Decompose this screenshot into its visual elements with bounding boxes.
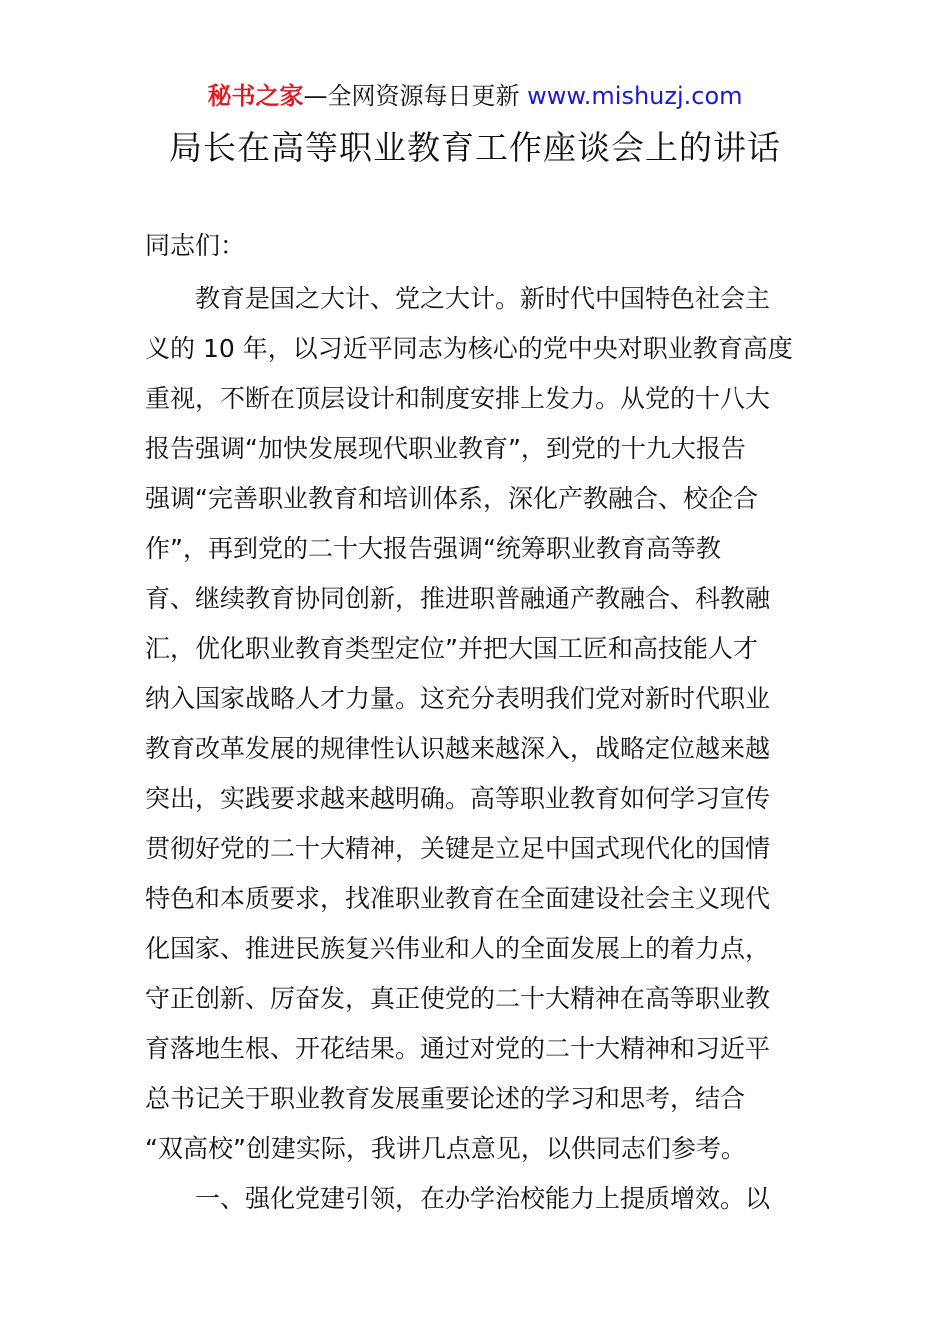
body-line: 强调“完善职业教育和培训体系，深化产教融合、校企合: [145, 484, 758, 513]
body-line: 突出，实践要求越来越明确。高等职业教育如何学习宣传: [145, 784, 771, 813]
body-line: 守正创新、厉奋发，真正使党的二十大精神在高等职业教: [145, 984, 771, 1013]
site-brand: 秘书之家: [207, 82, 304, 110]
site-header: [0, 80, 950, 112]
body-line: 化国家、推进民族复兴伟业和人的全面发展上的着力点，: [145, 934, 771, 963]
body-line: 教育改革发展的规律性认识越来越深入，战略定位越来越: [145, 734, 771, 763]
salutation: 同志们：: [145, 231, 246, 260]
body-line: 义的 10 年，以习近平同志为核心的党中央对职业教育高度: [145, 334, 793, 363]
body-line: 特色和本质要求，找准职业教育在全面建设社会主义现代: [145, 884, 771, 913]
body-line: 育落地生根、开花结果。通过对党的二十大精神和习近平: [145, 1034, 771, 1063]
body-line: 育、继续教育协同创新，推进职普融通产教融合、科教融: [145, 584, 771, 613]
body-line: 总书记关于职业教育发展重要论述的学习和思考，结合: [145, 1084, 746, 1113]
document-title: 局长在高等职业教育工作座谈会上的讲话: [169, 128, 781, 167]
section-heading-line: 一、强化党建引领，在办学治校能力上提质增效。以: [195, 1184, 771, 1213]
body-line: 贯彻好党的二十大精神，关键是立足中国式现代化的国情: [145, 834, 771, 863]
body-line: 教育是国之大计、党之大计。新时代中国特色社会主: [195, 284, 771, 313]
body-line: “双高校”创建实际，我讲几点意见，以供同志们参考。: [145, 1134, 746, 1163]
site-tagline: —全网资源每日更新: [303, 82, 528, 110]
body-line: 重视，不断在顶层设计和制度安排上发力。从党的十八大: [145, 384, 771, 413]
body-line: 作”，再到党的二十大报告强调“统筹职业教育高等教: [145, 534, 721, 563]
document-body: [145, 274, 810, 1224]
body-line: 报告强调“加快发展现代职业教育”，到党的十九大报告: [145, 434, 746, 463]
body-line: 纳入国家战略人才力量。这充分表明我们党对新时代职业: [145, 684, 771, 713]
body-line: 汇，优化职业教育类型定位”并把大国工匠和高技能人才: [145, 634, 758, 663]
site-url-link[interactable]: www.mishuzj.com: [527, 82, 743, 110]
